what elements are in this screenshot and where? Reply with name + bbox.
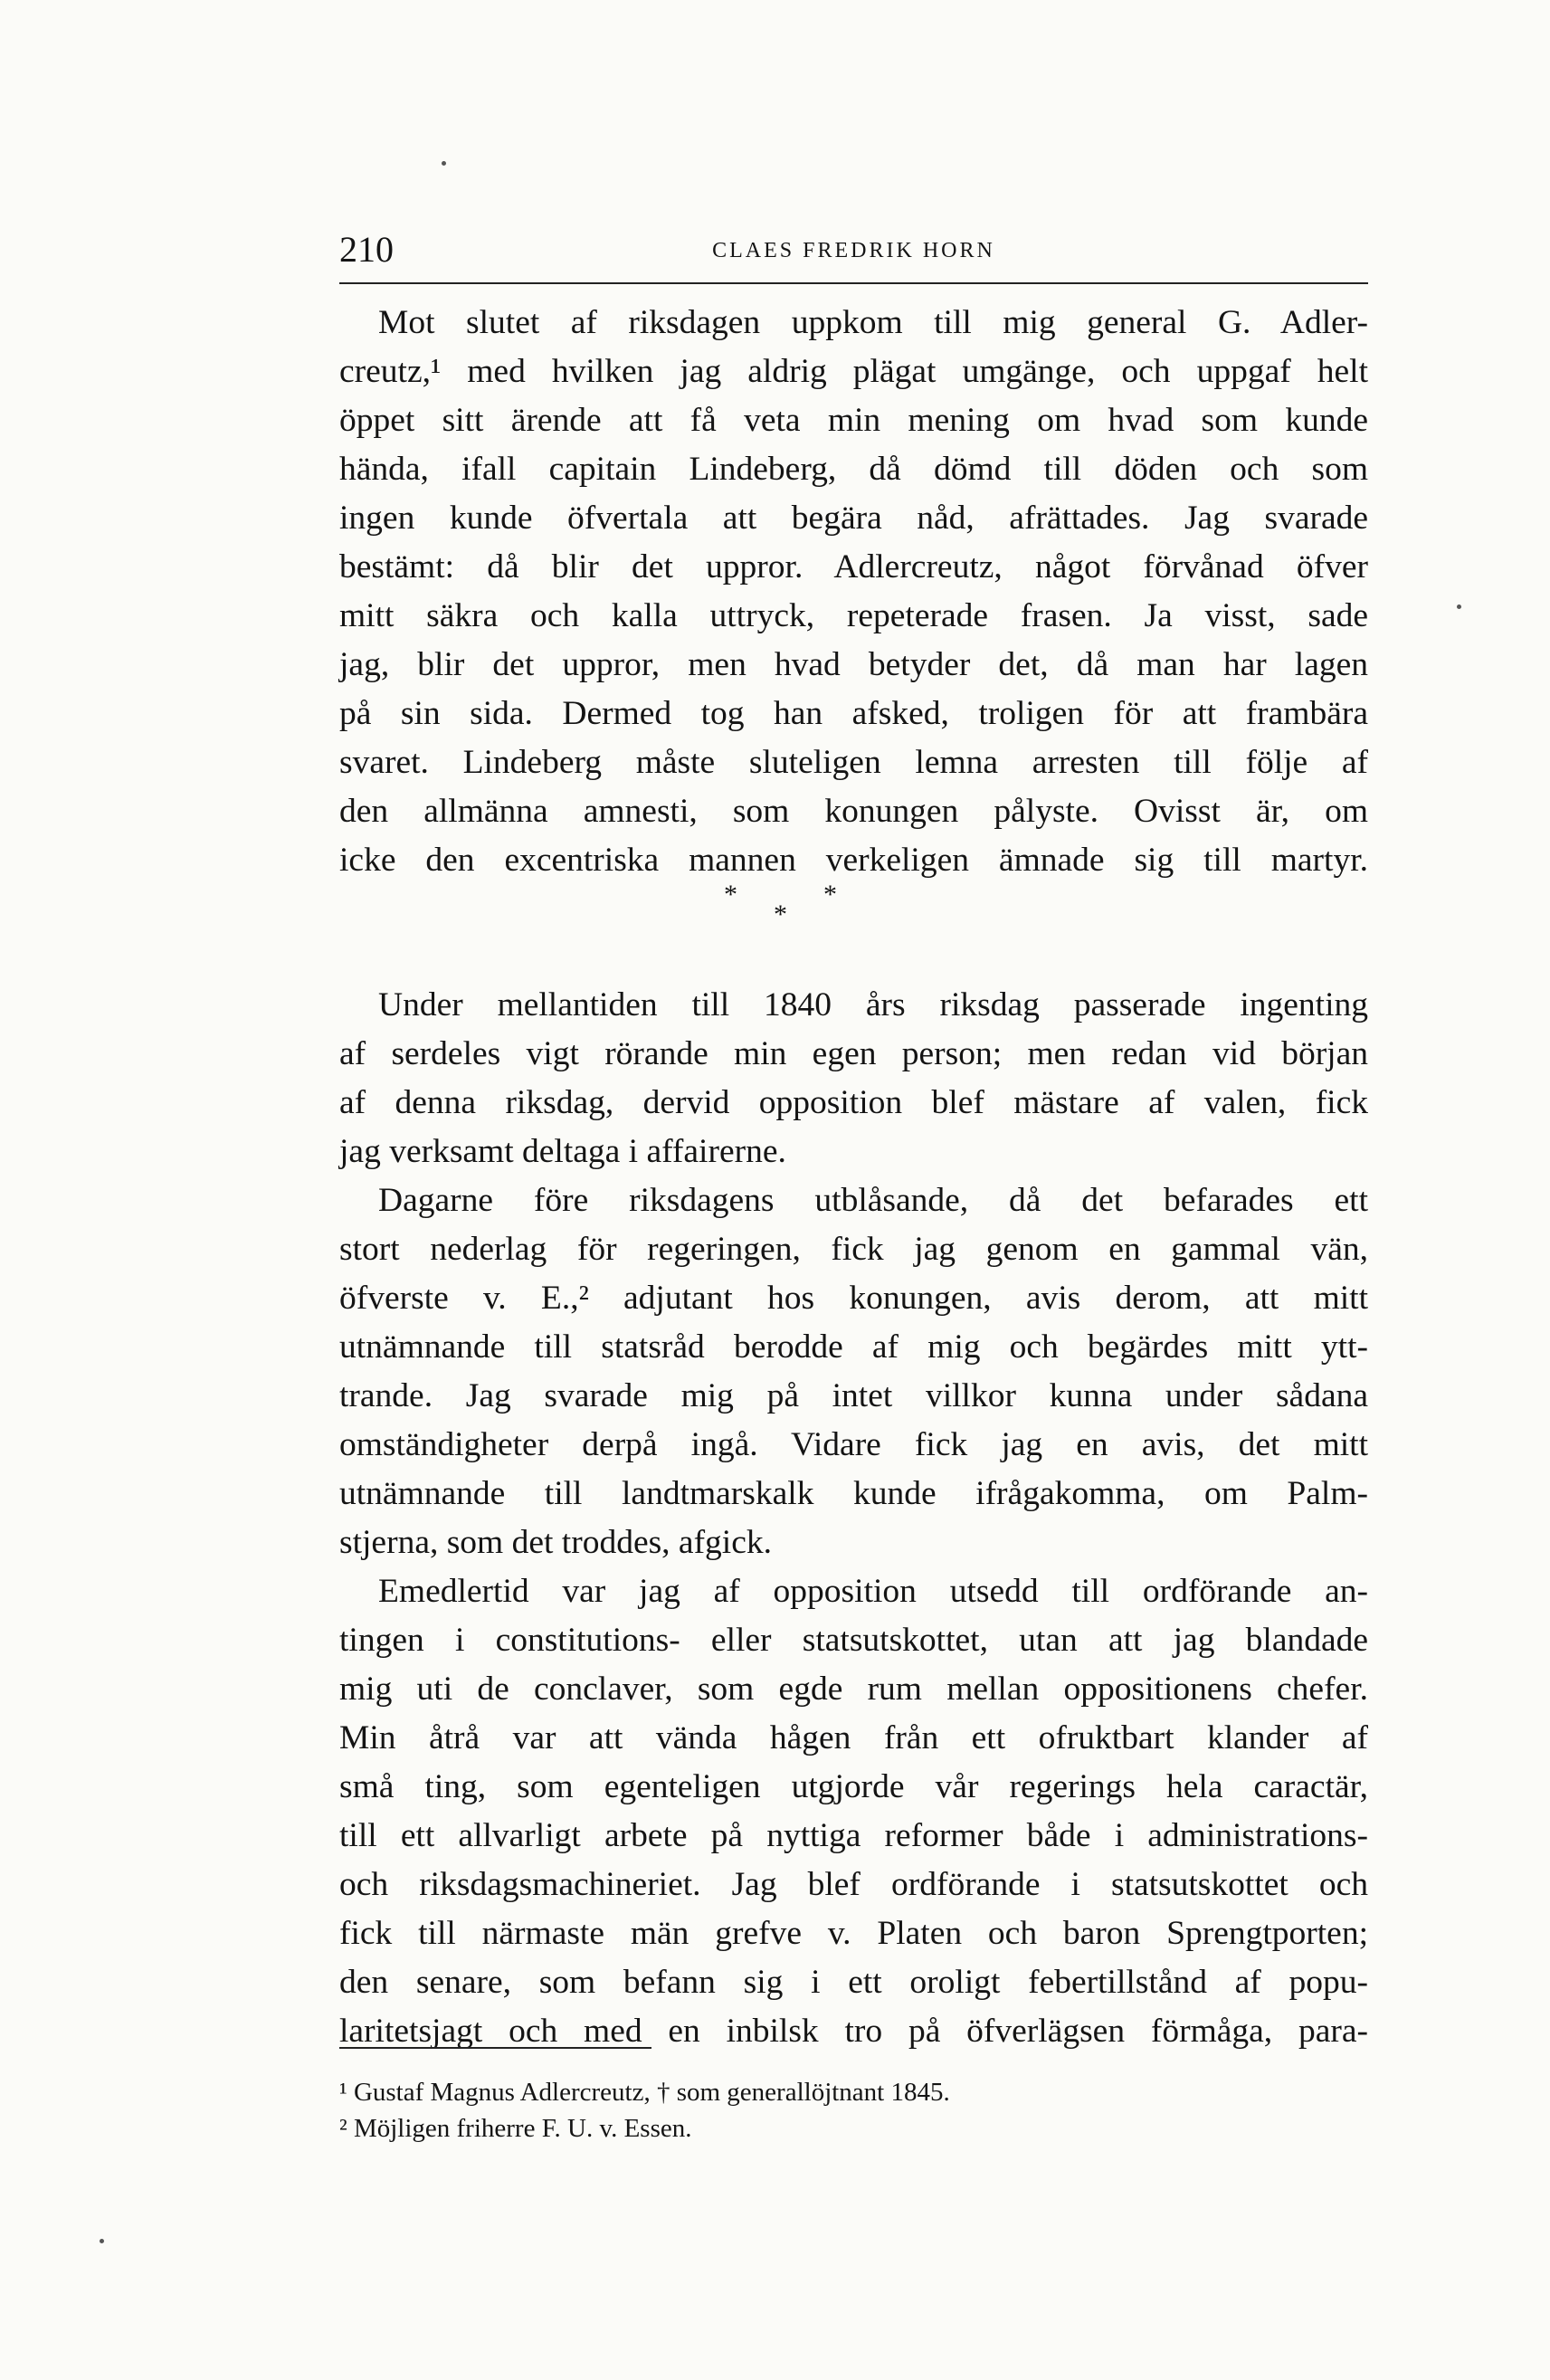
print-speck xyxy=(100,2239,104,2243)
text-line: mitt säkra och kalla uttryck, repeterade frasen. Ja visst, sade xyxy=(339,597,1368,634)
text-line: små ting, som egenteligen utgjorde vår regerings hela caractär, xyxy=(339,1768,1368,1805)
text-line: bestämt: då blir det uppror. Adlercreutz, något förvånad öfver xyxy=(339,548,1368,585)
text-line: stjerna, som det troddes, afgick. xyxy=(339,1524,772,1561)
text-line: creutz,¹ med hvilken jag aldrig plägat umgänge, och uppgaf helt xyxy=(339,353,1368,390)
footnote-rule xyxy=(339,2047,651,2049)
text-line: och riksdagsmachineriet. Jag blef ordförande i statsutskottet och xyxy=(339,1866,1368,1903)
text-line: den allmänna amnesti, som konungen pålyste. Ovisst är, om xyxy=(339,793,1368,830)
text-line: Dagarne före riksdagens utblåsande, då det befarades ett xyxy=(378,1182,1368,1219)
print-speck xyxy=(1457,605,1461,609)
running-head xyxy=(339,228,1368,284)
footnote-2: ² Möjligen friherre F. U. v. Essen. xyxy=(339,2114,692,2143)
asterism-star: * xyxy=(724,880,737,909)
asterism-star: * xyxy=(823,880,837,909)
text-line: Emedlertid var jag af opposition utsedd till ordförande an- xyxy=(378,1573,1368,1610)
text-line: utnämnande till statsråd berodde af mig och begärdes mitt ytt- xyxy=(339,1328,1368,1366)
text-line: den senare, som befann sig i ett oroligt febertillstånd af popu- xyxy=(339,1964,1368,2001)
text-line: af serdeles vigt rörande min egen person; men redan vid början xyxy=(339,1035,1368,1072)
text-line: Min åtrå var att vända hågen från ett ofruktbart klander af xyxy=(339,1719,1368,1756)
text-line: till ett allvarligt arbete på nyttiga reformer både i administrations- xyxy=(339,1817,1368,1854)
page-number: 210 xyxy=(339,229,394,270)
text-line: mig uti de conclaver, som egde rum mellan oppositionens chefer. xyxy=(339,1671,1368,1708)
text-line: omständigheter derpå ingå. Vidare fick jag en avis, det mitt xyxy=(339,1426,1368,1463)
text-line: öfverste v. E.,² adjutant hos konungen, avis derom, att mitt xyxy=(339,1280,1368,1317)
print-speck xyxy=(442,161,446,166)
text-line: hända, ifall capitain Lindeberg, då dömd till döden och som xyxy=(339,451,1368,488)
text-line: Under mellantiden till 1840 års riksdag passerade ingenting xyxy=(378,986,1368,1023)
text-line: jag, blir det uppror, men hvad betyder det, då man har lagen xyxy=(339,646,1368,683)
text-line: icke den excentriska mannen verkeligen ämnade sig till martyr. xyxy=(339,842,1368,879)
text-line: jag verksamt deltaga i affairerne. xyxy=(339,1133,786,1170)
text-line: ingen kunde öfvertala att begära nåd, afrättades. Jag svarade xyxy=(339,500,1368,537)
running-title: CLAES FREDRIK HORN xyxy=(712,239,995,262)
text-line: svaret. Lindeberg måste sluteligen lemna arresten till följe af xyxy=(339,744,1368,781)
text-line: stort nederlag för regeringen, fick jag genom en gammal vän, xyxy=(339,1231,1368,1268)
text-line: utnämnande till landtmarskalk kunde ifrågakomma, om Palm- xyxy=(339,1475,1368,1512)
text-line: Mot slutet af riksdagen uppkom till mig general G. Adler- xyxy=(378,304,1368,341)
text-line: laritetsjagt och med en inbilsk tro på öfverlägsen förmåga, para- xyxy=(339,2013,1368,2050)
text-line: tingen i constitutions- eller statsutskottet, utan att jag blandade xyxy=(339,1622,1368,1659)
text-line: trande. Jag svarade mig på intet villkor kunna under sådana xyxy=(339,1377,1368,1414)
text-line: öppet sitt ärende att få veta min mening om hvad som kunde xyxy=(339,402,1368,439)
text-line: af denna riksdag, dervid opposition blef mästare af valen, fick xyxy=(339,1084,1368,1121)
asterism-star: * xyxy=(774,900,787,929)
footnote-1: ¹ Gustaf Magnus Adlercreutz, † som generallöjtnant 1845. xyxy=(339,2078,950,2107)
text-line: fick till närmaste män grefve v. Platen och baron Sprengtporten; xyxy=(339,1915,1368,1952)
text-line: på sin sida. Dermed tog han afsked, troligen för att frambära xyxy=(339,695,1368,732)
section-break-asterism xyxy=(706,880,923,943)
